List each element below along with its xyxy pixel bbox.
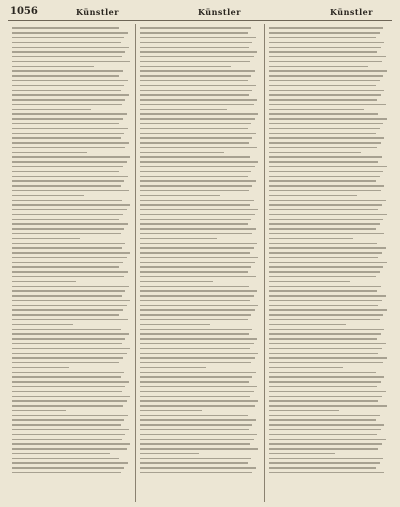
text-line (140, 329, 252, 330)
text-line (12, 200, 122, 201)
text-line (12, 51, 125, 52)
text-line (140, 386, 257, 387)
text-line (269, 109, 364, 110)
text-line (12, 372, 124, 373)
column-left-lines (12, 27, 131, 473)
text-line (140, 228, 256, 229)
text-line (269, 204, 382, 205)
text-line (140, 214, 255, 215)
text-line (140, 27, 251, 28)
text-line (12, 439, 122, 440)
text-line (12, 204, 130, 205)
text-line (140, 314, 251, 315)
text-line (12, 109, 91, 110)
text-line (269, 329, 385, 330)
text-line (12, 295, 122, 296)
text-line (140, 472, 252, 473)
text-line (12, 27, 119, 28)
text-line (140, 266, 251, 267)
text-line (12, 333, 129, 334)
column-middle-lines (140, 27, 259, 473)
text-line (269, 448, 379, 449)
text-line (269, 338, 378, 339)
text-line (269, 171, 384, 172)
text-line (140, 305, 258, 306)
running-head-right: Künstler (330, 7, 373, 17)
text-line (140, 94, 249, 95)
text-line (12, 357, 123, 358)
text-line (269, 128, 380, 129)
text-line (12, 171, 119, 172)
text-line (269, 319, 380, 320)
text-line (140, 295, 253, 296)
text-line (140, 357, 255, 358)
text-line (12, 233, 121, 234)
text-line (269, 166, 387, 167)
text-line (269, 362, 384, 363)
text-line (140, 90, 252, 91)
running-head-middle: Künstler (198, 7, 241, 17)
text-line (12, 90, 121, 91)
text-line (140, 343, 253, 344)
text-line (12, 262, 123, 263)
text-line (269, 195, 357, 196)
column-left (8, 24, 135, 502)
text-line (140, 286, 249, 287)
text-line (140, 348, 250, 349)
text-line (12, 252, 130, 253)
text-line (12, 443, 130, 444)
text-line (12, 209, 127, 210)
text-line (12, 214, 123, 215)
text-line (140, 200, 253, 201)
text-line (140, 166, 255, 167)
text-line (12, 396, 130, 397)
text-line (269, 42, 385, 43)
text-line (12, 386, 125, 387)
text-line (269, 51, 378, 52)
text-line (140, 276, 256, 277)
text-line (269, 309, 387, 310)
text-line (269, 147, 378, 148)
text-line (140, 204, 250, 205)
text-line (12, 61, 130, 62)
text-line (269, 90, 385, 91)
text-line (269, 70, 387, 71)
text-line (140, 281, 213, 282)
text-line (12, 180, 124, 181)
text-line (140, 104, 253, 105)
text-line (140, 37, 256, 38)
text-line (12, 353, 127, 354)
text-line (140, 262, 255, 263)
text-line (269, 32, 380, 33)
text-line (269, 185, 385, 186)
text-line (12, 348, 130, 349)
text-line (140, 391, 253, 392)
text-line (269, 214, 387, 215)
text-line (140, 410, 202, 411)
text-line (269, 219, 384, 220)
text-line (140, 233, 252, 234)
text-line (12, 257, 127, 258)
text-line (140, 439, 253, 440)
text-line (140, 367, 206, 368)
text-line (269, 27, 384, 28)
text-line (269, 295, 386, 296)
text-line (269, 118, 387, 119)
text-line (269, 247, 386, 248)
text-line (12, 376, 121, 377)
text-line (269, 472, 385, 473)
text-line (12, 123, 119, 124)
text-line (140, 185, 252, 186)
text-line (269, 233, 385, 234)
text-line (269, 290, 378, 291)
text-line (12, 147, 125, 148)
text-line (140, 353, 258, 354)
text-line (12, 128, 128, 129)
text-line (140, 61, 250, 62)
text-line (140, 80, 247, 81)
text-line (140, 113, 258, 114)
text-line (140, 223, 247, 224)
text-line (140, 209, 258, 210)
text-line (12, 410, 66, 411)
text-line (12, 156, 130, 157)
text-line (269, 357, 387, 358)
text-line (140, 123, 251, 124)
text-line (269, 276, 376, 277)
text-line (140, 300, 250, 301)
text-line (269, 156, 382, 157)
text-line (140, 252, 250, 253)
text-line (269, 190, 381, 191)
text-line (12, 66, 94, 67)
text-line (140, 118, 255, 119)
text-line (12, 70, 123, 71)
page-number: 1056 (10, 6, 38, 17)
text-line (140, 271, 247, 272)
column-middle (135, 24, 263, 502)
text-line (269, 458, 384, 459)
text-line (140, 161, 258, 162)
text-line (12, 305, 127, 306)
text-line (140, 66, 231, 67)
text-line (12, 152, 87, 153)
text-line (140, 85, 256, 86)
text-line (269, 372, 376, 373)
text-line (12, 429, 129, 430)
text-line (269, 228, 376, 229)
text-line (12, 195, 84, 196)
text-line (269, 467, 376, 468)
text-line (269, 142, 381, 143)
text-line (12, 367, 69, 368)
text-line (269, 137, 385, 138)
text-line (140, 109, 227, 110)
text-line (12, 462, 128, 463)
text-line (269, 434, 378, 435)
text-line (12, 338, 125, 339)
text-line (269, 314, 384, 315)
text-line (12, 472, 121, 473)
text-line (12, 415, 128, 416)
text-line (140, 257, 258, 258)
text-line (140, 396, 250, 397)
text-line (269, 56, 386, 57)
text-line (269, 281, 350, 282)
text-line (12, 266, 119, 267)
text-line (12, 324, 73, 325)
text-line (12, 118, 123, 119)
text-line (269, 47, 381, 48)
text-line (12, 223, 128, 224)
text-line (140, 448, 258, 449)
text-line (269, 396, 382, 397)
text-line (269, 133, 376, 134)
text-line (12, 238, 80, 239)
text-line (140, 372, 256, 373)
text-line (269, 252, 382, 253)
text-line (269, 223, 380, 224)
text-line (269, 238, 354, 239)
text-line (140, 443, 250, 444)
text-line (269, 80, 380, 81)
text-line (12, 467, 124, 468)
text-line (269, 85, 376, 86)
text-line (12, 161, 127, 162)
text-line (140, 324, 209, 325)
text-line (269, 152, 361, 153)
text-line (269, 367, 343, 368)
text-line (269, 305, 379, 306)
text-line (269, 424, 385, 425)
text-line (269, 262, 387, 263)
text-line (12, 405, 123, 406)
text-line (269, 271, 380, 272)
text-line (140, 219, 251, 220)
text-line (140, 128, 247, 129)
text-line (12, 247, 122, 248)
text-line (269, 353, 379, 354)
text-line (12, 300, 130, 301)
text-line (12, 185, 121, 186)
text-line (140, 42, 252, 43)
text-line (12, 228, 124, 229)
text-line (12, 190, 129, 191)
running-head-left: Künstler (76, 7, 119, 17)
text-line (140, 419, 256, 420)
text-line (12, 271, 128, 272)
text-line (269, 453, 336, 454)
text-line (12, 276, 124, 277)
text-line (12, 56, 122, 57)
text-line (140, 434, 257, 435)
text-line (12, 400, 127, 401)
text-line (12, 47, 129, 48)
text-line (140, 190, 249, 191)
text-line (12, 391, 122, 392)
text-line (12, 453, 110, 454)
text-line (140, 429, 249, 430)
text-line (269, 376, 385, 377)
text-line (269, 415, 380, 416)
text-line (12, 219, 119, 220)
text-line (140, 338, 257, 339)
text-line (12, 137, 121, 138)
text-line (269, 405, 387, 406)
text-line (12, 319, 128, 320)
text-line (269, 161, 379, 162)
column-right-lines (269, 27, 388, 473)
text-line (269, 209, 379, 210)
text-line (269, 419, 376, 420)
text-line (269, 75, 384, 76)
text-line (269, 257, 379, 258)
text-line (12, 113, 127, 114)
text-line (140, 424, 252, 425)
text-line (140, 99, 257, 100)
text-line (140, 176, 247, 177)
text-line (269, 400, 379, 401)
text-line (140, 51, 257, 52)
text-line (12, 94, 129, 95)
text-line (140, 400, 258, 401)
text-line (140, 381, 249, 382)
text-line (269, 266, 384, 267)
text-line (269, 286, 381, 287)
text-line (140, 462, 247, 463)
text-line (269, 381, 381, 382)
text-line (269, 300, 382, 301)
text-line (140, 333, 249, 334)
text-line (140, 147, 257, 148)
text-line (12, 243, 125, 244)
text-line (269, 123, 384, 124)
text-line (269, 61, 382, 62)
text-line (269, 324, 347, 325)
text-line (140, 467, 256, 468)
text-line (12, 37, 124, 38)
text-line (12, 80, 128, 81)
text-line (269, 99, 378, 100)
text-line (12, 32, 128, 33)
text-line (140, 290, 257, 291)
text-line (12, 290, 125, 291)
text-line (12, 133, 124, 134)
text-line (12, 166, 123, 167)
text-line (269, 439, 386, 440)
text-line (140, 56, 253, 57)
text-line (269, 348, 382, 349)
text-line (12, 314, 119, 315)
text-line (140, 195, 220, 196)
column-right (264, 24, 392, 502)
text-line (140, 47, 249, 48)
text-line (12, 142, 129, 143)
text-line (12, 448, 127, 449)
text-line (140, 243, 257, 244)
text-line (269, 200, 386, 201)
text-line (140, 376, 252, 377)
text-line (140, 458, 251, 459)
text-columns (8, 24, 392, 502)
text-line (12, 424, 121, 425)
text-line (140, 137, 252, 138)
text-line (140, 70, 255, 71)
text-line (140, 309, 255, 310)
text-line (269, 391, 386, 392)
text-line (140, 453, 198, 454)
text-line (269, 333, 381, 334)
text-line (12, 104, 122, 105)
text-line (269, 176, 380, 177)
text-line (269, 66, 368, 67)
text-line (140, 156, 250, 157)
text-line (140, 180, 256, 181)
text-line (12, 75, 119, 76)
text-line (140, 405, 255, 406)
text-line (140, 171, 251, 172)
page-header (8, 6, 392, 21)
text-line (12, 42, 121, 43)
text-line (269, 462, 380, 463)
text-line (269, 343, 386, 344)
text-line (269, 180, 376, 181)
text-line (12, 381, 129, 382)
text-line (12, 281, 76, 282)
text-line (12, 176, 128, 177)
text-line (12, 458, 119, 459)
text-line (269, 243, 378, 244)
text-line (140, 362, 251, 363)
text-line (269, 113, 379, 114)
text-line (140, 75, 251, 76)
text-line (12, 309, 123, 310)
text-line (140, 142, 249, 143)
text-line (12, 99, 125, 100)
text-line (140, 152, 224, 153)
text-line (140, 238, 216, 239)
text-line (12, 329, 121, 330)
text-line (12, 343, 122, 344)
text-line (269, 410, 339, 411)
text-line (269, 104, 386, 105)
text-line (12, 362, 119, 363)
text-line (269, 429, 381, 430)
text-line (12, 434, 125, 435)
text-line (12, 85, 124, 86)
text-line (269, 386, 378, 387)
text-line (269, 443, 382, 444)
text-line (12, 419, 124, 420)
text-line (140, 247, 253, 248)
text-line (140, 319, 247, 320)
text-line (269, 37, 376, 38)
text-line (12, 286, 129, 287)
text-line (140, 133, 256, 134)
text-line (140, 32, 247, 33)
text-line (140, 415, 247, 416)
text-line (269, 94, 381, 95)
